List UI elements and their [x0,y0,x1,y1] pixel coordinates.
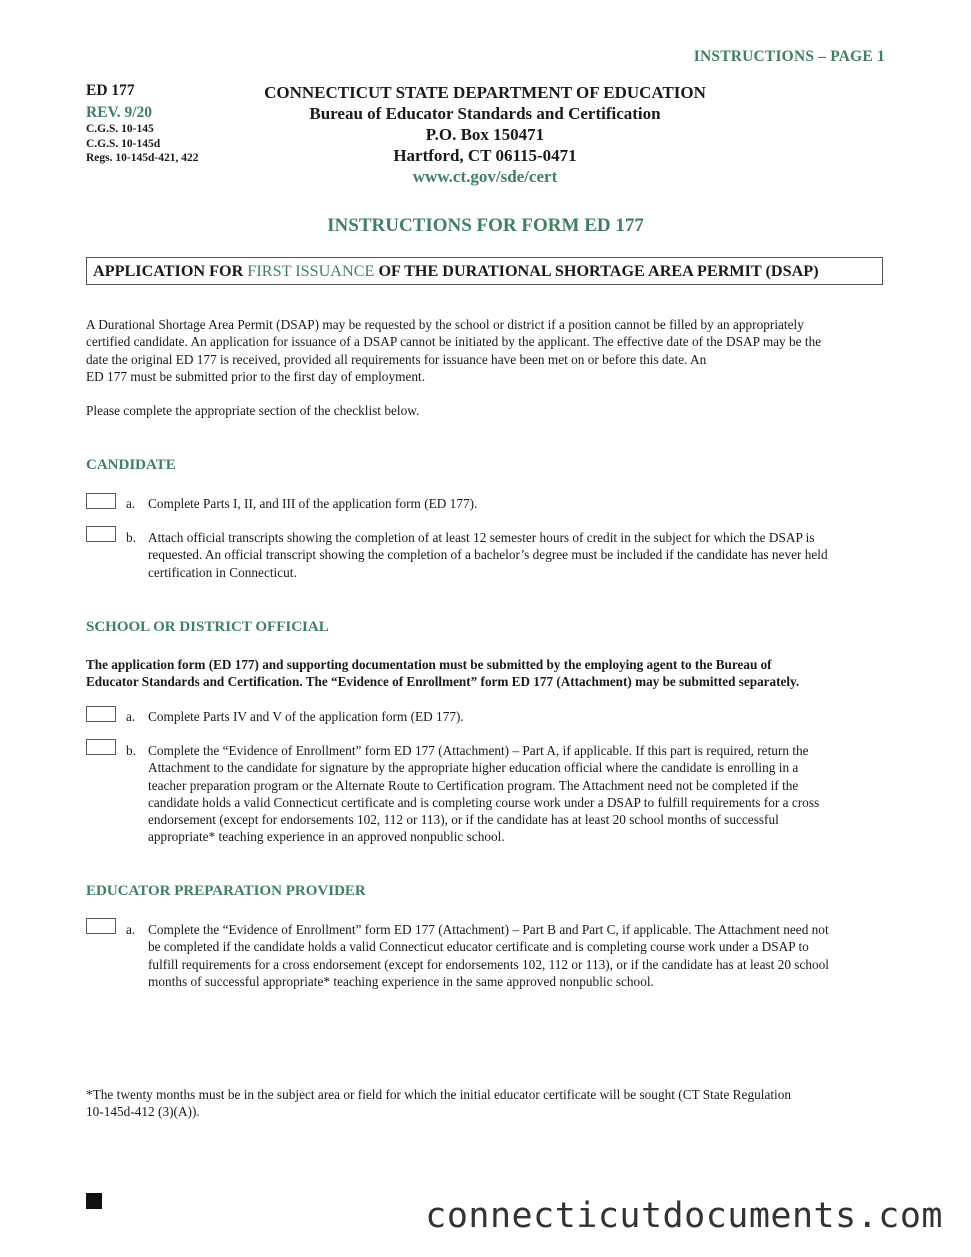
item-text-line: candidate holds a valid Connecticut certificate and is completing course work under a DSAP to fulfill requirements for a cross [148,794,820,810]
page-corner-marker [86,1193,102,1209]
item-text-line: teacher preparation program or the Alternate Route to Certification program. The Attachment need not be completed if the [148,777,799,793]
item-text-line: months of successful appropriate* teaching experience in the same approved nonpublic school. [148,973,654,989]
footnote-line: 10-145d-412 (3)(A)). [86,1104,200,1120]
intro-line: certified candidate. An application for issuance of a DSAP cannot be initiated by the applicant. The effective date of the DSAP may be the [86,334,822,350]
item-text-line: endorsement (except for endorsements 102, 112 or 113), or if the candidate has at least 20 school months of successful [148,812,779,828]
checklist-item-official-b [126,742,886,846]
intro-line: date the original ED 177 is received, provided all requirements for issuance have been met on or before this date. An [86,351,707,367]
section-heading-official: SCHOOL OR DISTRICT OFFICIAL [86,619,329,635]
checkbox-provider-a[interactable] [86,918,116,934]
banner-suffix: OF THE DURATIONAL SHORTAGE AREA PERMIT (DSAP) [374,262,819,280]
item-text-line: certification in Connecticut. [148,564,297,580]
watermark: connecticutdocuments.com [425,1196,943,1236]
note-line: The application form (ED 177) and supporting documentation must be submitted by the employing agent to the Bureau of [86,657,772,672]
item-text: Complete Parts I, II, and III of the application form (ED 177). [148,496,478,511]
item-letter: a. [126,922,136,937]
official-submission-note [86,656,886,691]
item-text-line: Complete the “Evidence of Enrollment” form ED 177 (Attachment) – Part B and Part C, if applicable. The Attachment need not [148,922,829,937]
application-banner [86,257,883,285]
checklist-instruction: Please complete the appropriate section of the checklist below. [86,403,420,418]
page-label: INSTRUCTIONS – PAGE 1 [693,48,885,65]
form-revision: REV. 9/20 [86,103,153,121]
banner-prefix: APPLICATION FOR [93,262,248,280]
statute-2: C.G.S. 10-145d [86,137,161,150]
checklist-item-provider-a [126,921,886,990]
item-text-line: Attach official transcripts showing the completion of at least 12 semester hours of credit in the subject for which the DSAP is [148,530,815,545]
footnote-line: *The twenty months must be in the subject area or field for which the initial educator certificate will be sought (CT State Regulation [86,1087,792,1102]
bureau-name: Bureau of Educator Standards and Certification [309,104,661,123]
section-heading-provider: EDUCATOR PREPARATION PROVIDER [86,883,366,899]
intro-paragraph [86,316,886,385]
city-state-zip: Hartford, CT 06115-0471 [393,146,577,165]
agency-name: CONNECTICUT STATE DEPARTMENT OF EDUCATION [264,83,706,102]
checkbox-official-a[interactable] [86,706,116,722]
statute-1: C.G.S. 10-145 [86,123,154,135]
item-text-line: appropriate* teaching experience in an approved nonpublic school. [148,829,505,845]
item-text-line: Complete the “Evidence of Enrollment” form ED 177 (Attachment) – Part A, if applicable. If this part is required, return the [148,743,809,758]
footnote [86,1086,886,1121]
po-box: P.O. Box 150471 [425,125,545,144]
checkbox-candidate-b[interactable] [86,526,116,542]
statute-3: Regs. 10-145d-421, 422 [86,152,199,164]
intro-line: ED 177 must be submitted prior to the first day of employment. [86,368,426,384]
item-text-line: be completed if the candidate holds a valid Connecticut educator certificate and is completing course work under a DSAP to [148,939,809,955]
banner-highlight: FIRST ISSUANCE [247,262,375,280]
agency-address-block [220,82,750,187]
form-identifier-block [86,83,198,168]
checkbox-candidate-a[interactable] [86,493,116,509]
item-text-line: fulfill requirements for a cross endorsement (except for endorsements 102, 112 or 113), or if the candidate has at least 20 school [148,956,830,972]
item-letter: a. [126,496,136,511]
page-title: INSTRUCTIONS FOR FORM ED 177 [327,215,644,236]
item-letter: b. [126,530,136,545]
checklist-item-official-a [126,708,886,725]
form-code: ED 177 [86,82,135,99]
checklist-item-candidate-b [126,529,886,581]
intro-line: A Durational Shortage Area Permit (DSAP) may be requested by the school or district if a position cannot be filled by an appropriately [86,317,804,332]
item-text-line: requested. An official transcript showing the completion of a bachelor’s degree must be included if the candidate has never held [148,547,828,563]
item-text-line: Attachment to the candidate for signature by the appropriate higher education official where the candidate is enrolling in a [148,760,799,776]
item-letter: a. [126,709,136,724]
website-link[interactable]: www.ct.gov/sde/cert [412,167,558,186]
item-text: Complete Parts IV and V of the application form (ED 177). [148,709,464,724]
note-line: Educator Standards and Certification. The “Evidence of Enrollment” form ED 177 (Attachment) may be submitted separately. [86,674,800,690]
item-letter: b. [126,743,136,758]
section-heading-candidate: CANDIDATE [86,457,176,473]
checklist-item-candidate-a [126,495,886,512]
checkbox-official-b[interactable] [86,739,116,755]
